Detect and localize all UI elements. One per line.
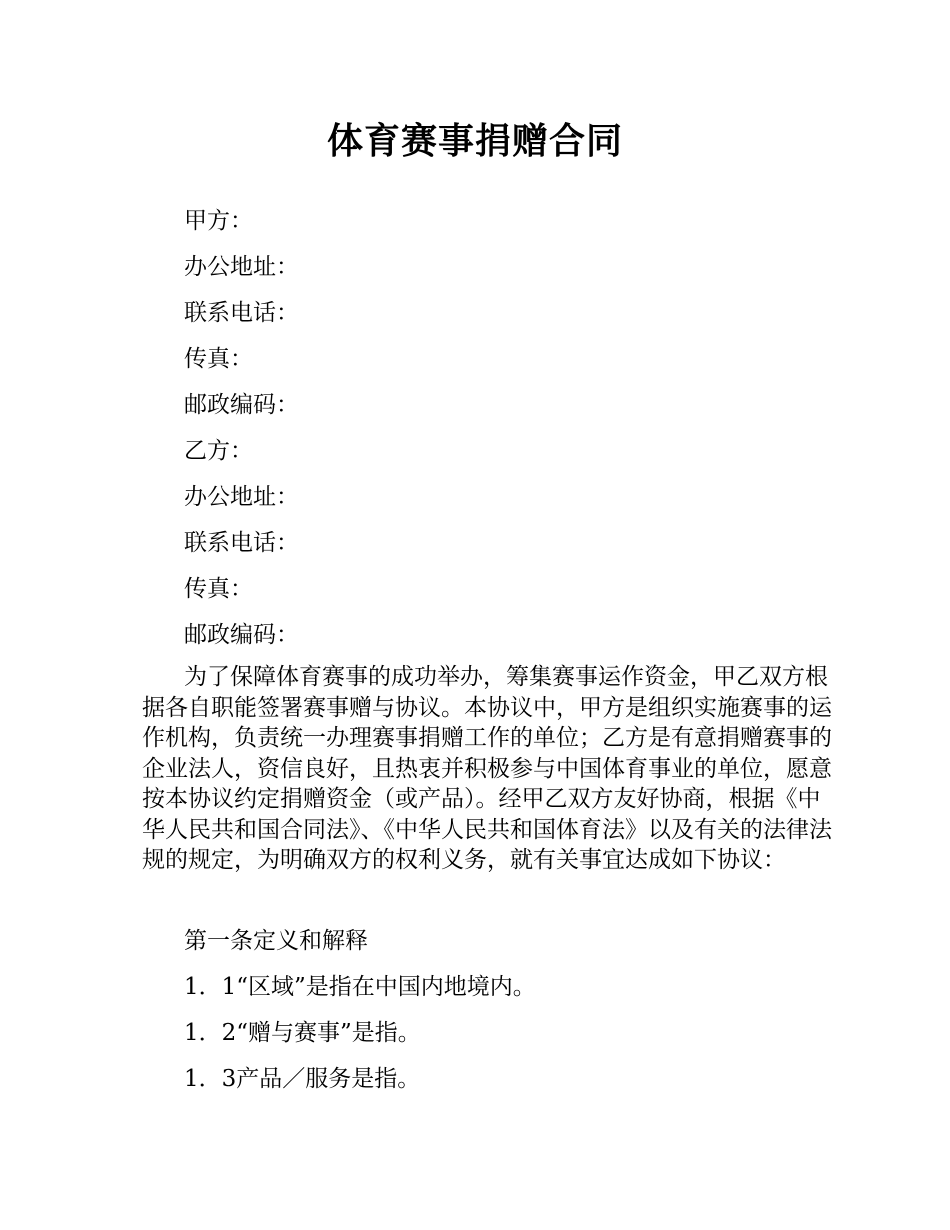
intro-paragraph: 为了保障体育赛事的成功举办，筹集赛事运作资金，甲乙双方根据各自职能签署赛事赠与协议。本协议中，甲方是组织实施赛事的运作机构，负责统一办理赛事捐赠工作的单位；乙方是有意捐赠赛事的企业法人，资信良好，且热衷并积极参与中国体育事业的单位，愿意按本协议约定捐赠资金（或产品）。经甲乙双方友好协商，根据《中华人民共和国合同法》、《中华人民共和国体育法》以及有关的法律法规的规定，为明确双方的权利义务，就有关事宜达成如下协议： bbox=[142, 664, 832, 873]
clause-item: 1．3产品／服务是指。 bbox=[184, 1066, 421, 1092]
clause-item: 1．1“区域”是指在中国内地境内。 bbox=[184, 974, 536, 1000]
party-a-address-label: 办公地址： bbox=[184, 254, 299, 280]
party-b-phone-label: 联系电话： bbox=[184, 530, 299, 556]
party-b-address-label: 办公地址： bbox=[184, 484, 299, 510]
party-a-label: 甲方： bbox=[184, 208, 253, 234]
article-1-section bbox=[184, 918, 824, 1102]
party-a-postcode-label: 邮政编码： bbox=[184, 392, 299, 418]
document-title: 体育赛事捐赠合同 bbox=[326, 121, 623, 162]
party-b-label: 乙方： bbox=[184, 438, 253, 464]
clause-item: 1．2“赠与赛事”是指。 bbox=[184, 1020, 421, 1046]
party-info-block bbox=[184, 198, 824, 658]
article-1-heading: 第一条定义和解释 bbox=[184, 928, 368, 954]
party-b-fax-label: 传真： bbox=[184, 576, 253, 602]
party-b-postcode-label: 邮政编码： bbox=[184, 622, 299, 648]
party-a-phone-label: 联系电话： bbox=[184, 300, 299, 326]
party-a-fax-label: 传真： bbox=[184, 346, 253, 372]
